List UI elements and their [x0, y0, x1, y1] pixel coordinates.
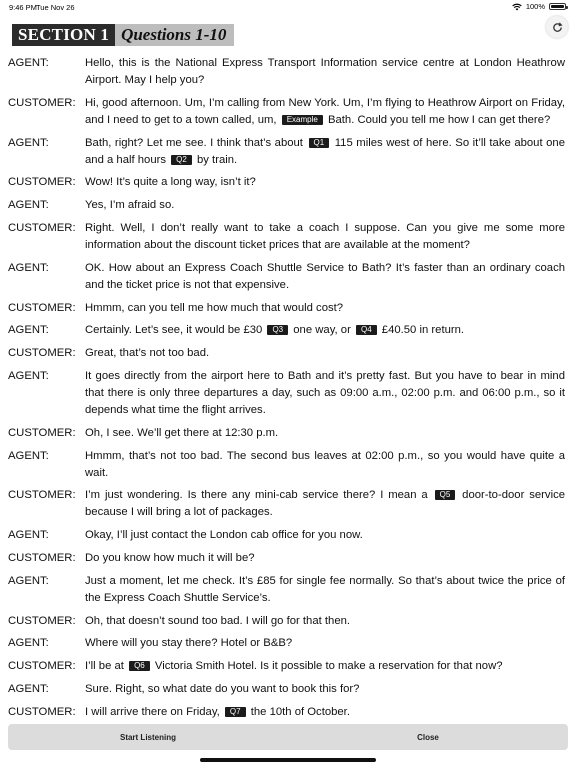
question-marker: Q1 — [309, 138, 330, 148]
speech-segment: OK. How about an Express Coach Shuttle Service to Bath? It’s faster than an ordinary coach and the ticket price is not that expensive. — [85, 261, 565, 291]
transcript-line — [0, 550, 576, 567]
speech-text — [85, 681, 565, 698]
transcript-line — [0, 635, 576, 652]
speech-segment: Bath, right? Let me see. I think that’s about — [85, 136, 303, 149]
speaker-label: AGENT: — [8, 369, 49, 382]
transcript-line — [0, 487, 576, 521]
speaker-label: CUSTOMER: — [8, 426, 76, 439]
transcript-line — [0, 135, 576, 169]
transcript-line — [0, 322, 576, 339]
speaker-label: AGENT: — [8, 574, 49, 587]
speech-text — [85, 704, 565, 719]
speech-segment: Hmmm, can you tell me how much that would cost? — [85, 301, 344, 314]
bottom-bar — [8, 724, 568, 750]
speech-segment: the 10th of October. — [250, 705, 350, 718]
speech-segment: Okay, I’ll just contact the London cab office for you now. — [85, 529, 363, 542]
speaker-label: AGENT: — [8, 57, 49, 69]
question-marker: Q7 — [225, 707, 246, 717]
refresh-icon — [552, 22, 563, 33]
speech-segment: 115 miles west of here. So it’ll take about one and a half hours — [85, 136, 566, 166]
speech-segment: Sure. Right, so what date do you want to book this for? — [85, 682, 360, 695]
section-label: SECTION 1 — [12, 24, 115, 46]
speech-segment: Where will you stay there? Hotel or B&B? — [85, 637, 293, 650]
speaker-label: AGENT: — [8, 449, 49, 462]
speaker-label: CUSTOMER: — [8, 96, 76, 109]
speech-segment: door-to-door service because I will bring a lot of packages. — [85, 489, 566, 519]
speaker-label: CUSTOMER: — [8, 347, 76, 360]
transcript-line — [0, 573, 576, 607]
battery-percentage: 100% — [525, 2, 545, 11]
speech-text — [85, 197, 565, 214]
speech-segment: by train. — [196, 153, 238, 166]
speech-text — [85, 345, 565, 362]
speech-text — [85, 135, 565, 169]
question-marker: Q6 — [129, 661, 150, 671]
speech-text — [85, 613, 565, 630]
speaker-label: CUSTOMER: — [8, 176, 76, 189]
speech-text — [85, 220, 565, 254]
speech-segment: Bath. Could you tell me how I can get there? — [327, 113, 551, 126]
speech-segment: Oh, that doesn’t sound too bad. I will go for that then. — [85, 614, 351, 627]
speech-text — [85, 573, 565, 607]
speech-segment: I’ll be at — [85, 660, 124, 673]
speech-text — [85, 448, 565, 482]
speech-segment: Hmmm, that’s not too bad. The second bus leaves at 02:00 p.m., so you would have quite a wait. — [85, 449, 565, 479]
transcript-line — [0, 527, 576, 544]
transcript-line — [0, 260, 576, 294]
speech-text — [85, 425, 565, 442]
transcript[interactable] — [0, 55, 576, 719]
speech-segment: It goes directly from the airport here to Bath and it’s pretty fast. But you have to bear in mind that there is only three departures a day, such as 09:00 a.m., 02:00 p.m. and 06:00 p.m., so it depends what time the flight arrives. — [85, 369, 565, 416]
speech-text — [85, 635, 565, 652]
speech-segment: Hello, this is the National Express Transport Information service centre at London Heathrow Airport. May I help you? — [85, 57, 565, 86]
speech-segment: I will arrive there on Friday, — [85, 705, 220, 718]
home-indicator — [200, 758, 376, 762]
transcript-line — [0, 658, 576, 675]
transcript-line — [0, 704, 576, 719]
speech-text — [85, 658, 565, 675]
speech-segment: £40.50 in return. — [381, 324, 465, 337]
speech-text — [85, 322, 565, 339]
speech-text — [85, 368, 565, 419]
close-button[interactable]: Close — [417, 732, 439, 742]
speaker-label: CUSTOMER: — [8, 221, 76, 234]
section-header — [12, 24, 234, 46]
speaker-label: AGENT: — [8, 529, 49, 542]
transcript-line — [0, 425, 576, 442]
speech-text — [85, 550, 565, 567]
transcript-line — [0, 448, 576, 482]
speech-segment: Great, that’s not too bad. — [85, 347, 210, 360]
transcript-line — [0, 368, 576, 419]
speaker-label: AGENT: — [8, 199, 49, 212]
questions-label: Questions 1-10 — [115, 24, 234, 46]
start-listening-button[interactable]: Start Listening — [119, 732, 176, 742]
speech-segment: I’m just wondering. Is there any mini-cab service there? I mean a — [85, 489, 428, 502]
transcript-line — [0, 55, 576, 89]
status-time: 9:46 PM — [9, 3, 37, 12]
transcript-line — [0, 613, 576, 630]
speaker-label: AGENT: — [8, 261, 49, 274]
question-marker: Q2 — [171, 155, 192, 165]
speech-text — [85, 95, 565, 129]
speech-text — [85, 487, 565, 521]
speaker-label: CUSTOMER: — [8, 301, 76, 314]
question-marker: Q5 — [435, 490, 456, 500]
speaker-label: AGENT: — [8, 136, 49, 149]
speaker-label: CUSTOMER: — [8, 660, 76, 673]
status-indicators — [512, 2, 566, 11]
speech-text — [85, 527, 565, 544]
transcript-line — [0, 300, 576, 317]
speaker-label: CUSTOMER: — [8, 551, 76, 564]
speaker-label: AGENT: — [8, 682, 49, 695]
question-marker: Q4 — [356, 325, 377, 335]
status-date: Tue Nov 26 — [36, 3, 75, 12]
speech-text — [85, 174, 565, 191]
speech-segment: Hi, good afternoon. Um, I’m calling from New York. Um, I’m flying to Heathrow Airport on Friday, and I need to get to a town called, um, — [85, 96, 565, 126]
wifi-icon — [512, 3, 522, 11]
speaker-label: CUSTOMER: — [8, 489, 76, 502]
transcript-line — [0, 174, 576, 191]
speech-segment: Right. Well, I don’t really want to take a coach I suppose. Can you give me some more information about the discount ticket prices that are available at the moment? — [85, 221, 565, 251]
speech-segment: Victoria Smith Hotel. Is it possible to make a reservation for that now? — [154, 660, 503, 673]
speaker-label: CUSTOMER: — [8, 705, 76, 718]
speech-segment: Oh, I see. We’ll get there at 12:30 p.m. — [85, 426, 279, 439]
speech-segment: one way, or — [293, 324, 351, 337]
speech-text — [85, 300, 565, 317]
speech-segment: Certainly. Let’s see, it would be £30 — [85, 324, 263, 337]
transcript-line — [0, 345, 576, 362]
speech-text — [85, 260, 565, 294]
speech-segment: Yes, I’m afraid so. — [85, 199, 175, 212]
question-marker: Example — [282, 115, 323, 125]
status-bar — [0, 0, 576, 16]
question-marker: Q3 — [267, 325, 288, 335]
speech-segment: Do you know how much it will be? — [85, 551, 255, 564]
speaker-label: AGENT: — [8, 637, 49, 650]
transcript-line — [0, 197, 576, 214]
transcript-line — [0, 681, 576, 698]
battery-icon — [549, 3, 566, 10]
speech-segment: Wow! It’s quite a long way, isn’t it? — [85, 176, 256, 189]
transcript-line — [0, 95, 576, 129]
speech-segment: Just a moment, let me check. It’s £85 for single fee normally. So that’s about twice the price of the Express Coach Shuttle Service’s. — [85, 574, 565, 604]
speaker-label: AGENT: — [8, 324, 49, 337]
refresh-button[interactable] — [546, 16, 568, 38]
speech-text — [85, 55, 565, 89]
speaker-label: CUSTOMER: — [8, 614, 76, 627]
transcript-line — [0, 220, 576, 254]
